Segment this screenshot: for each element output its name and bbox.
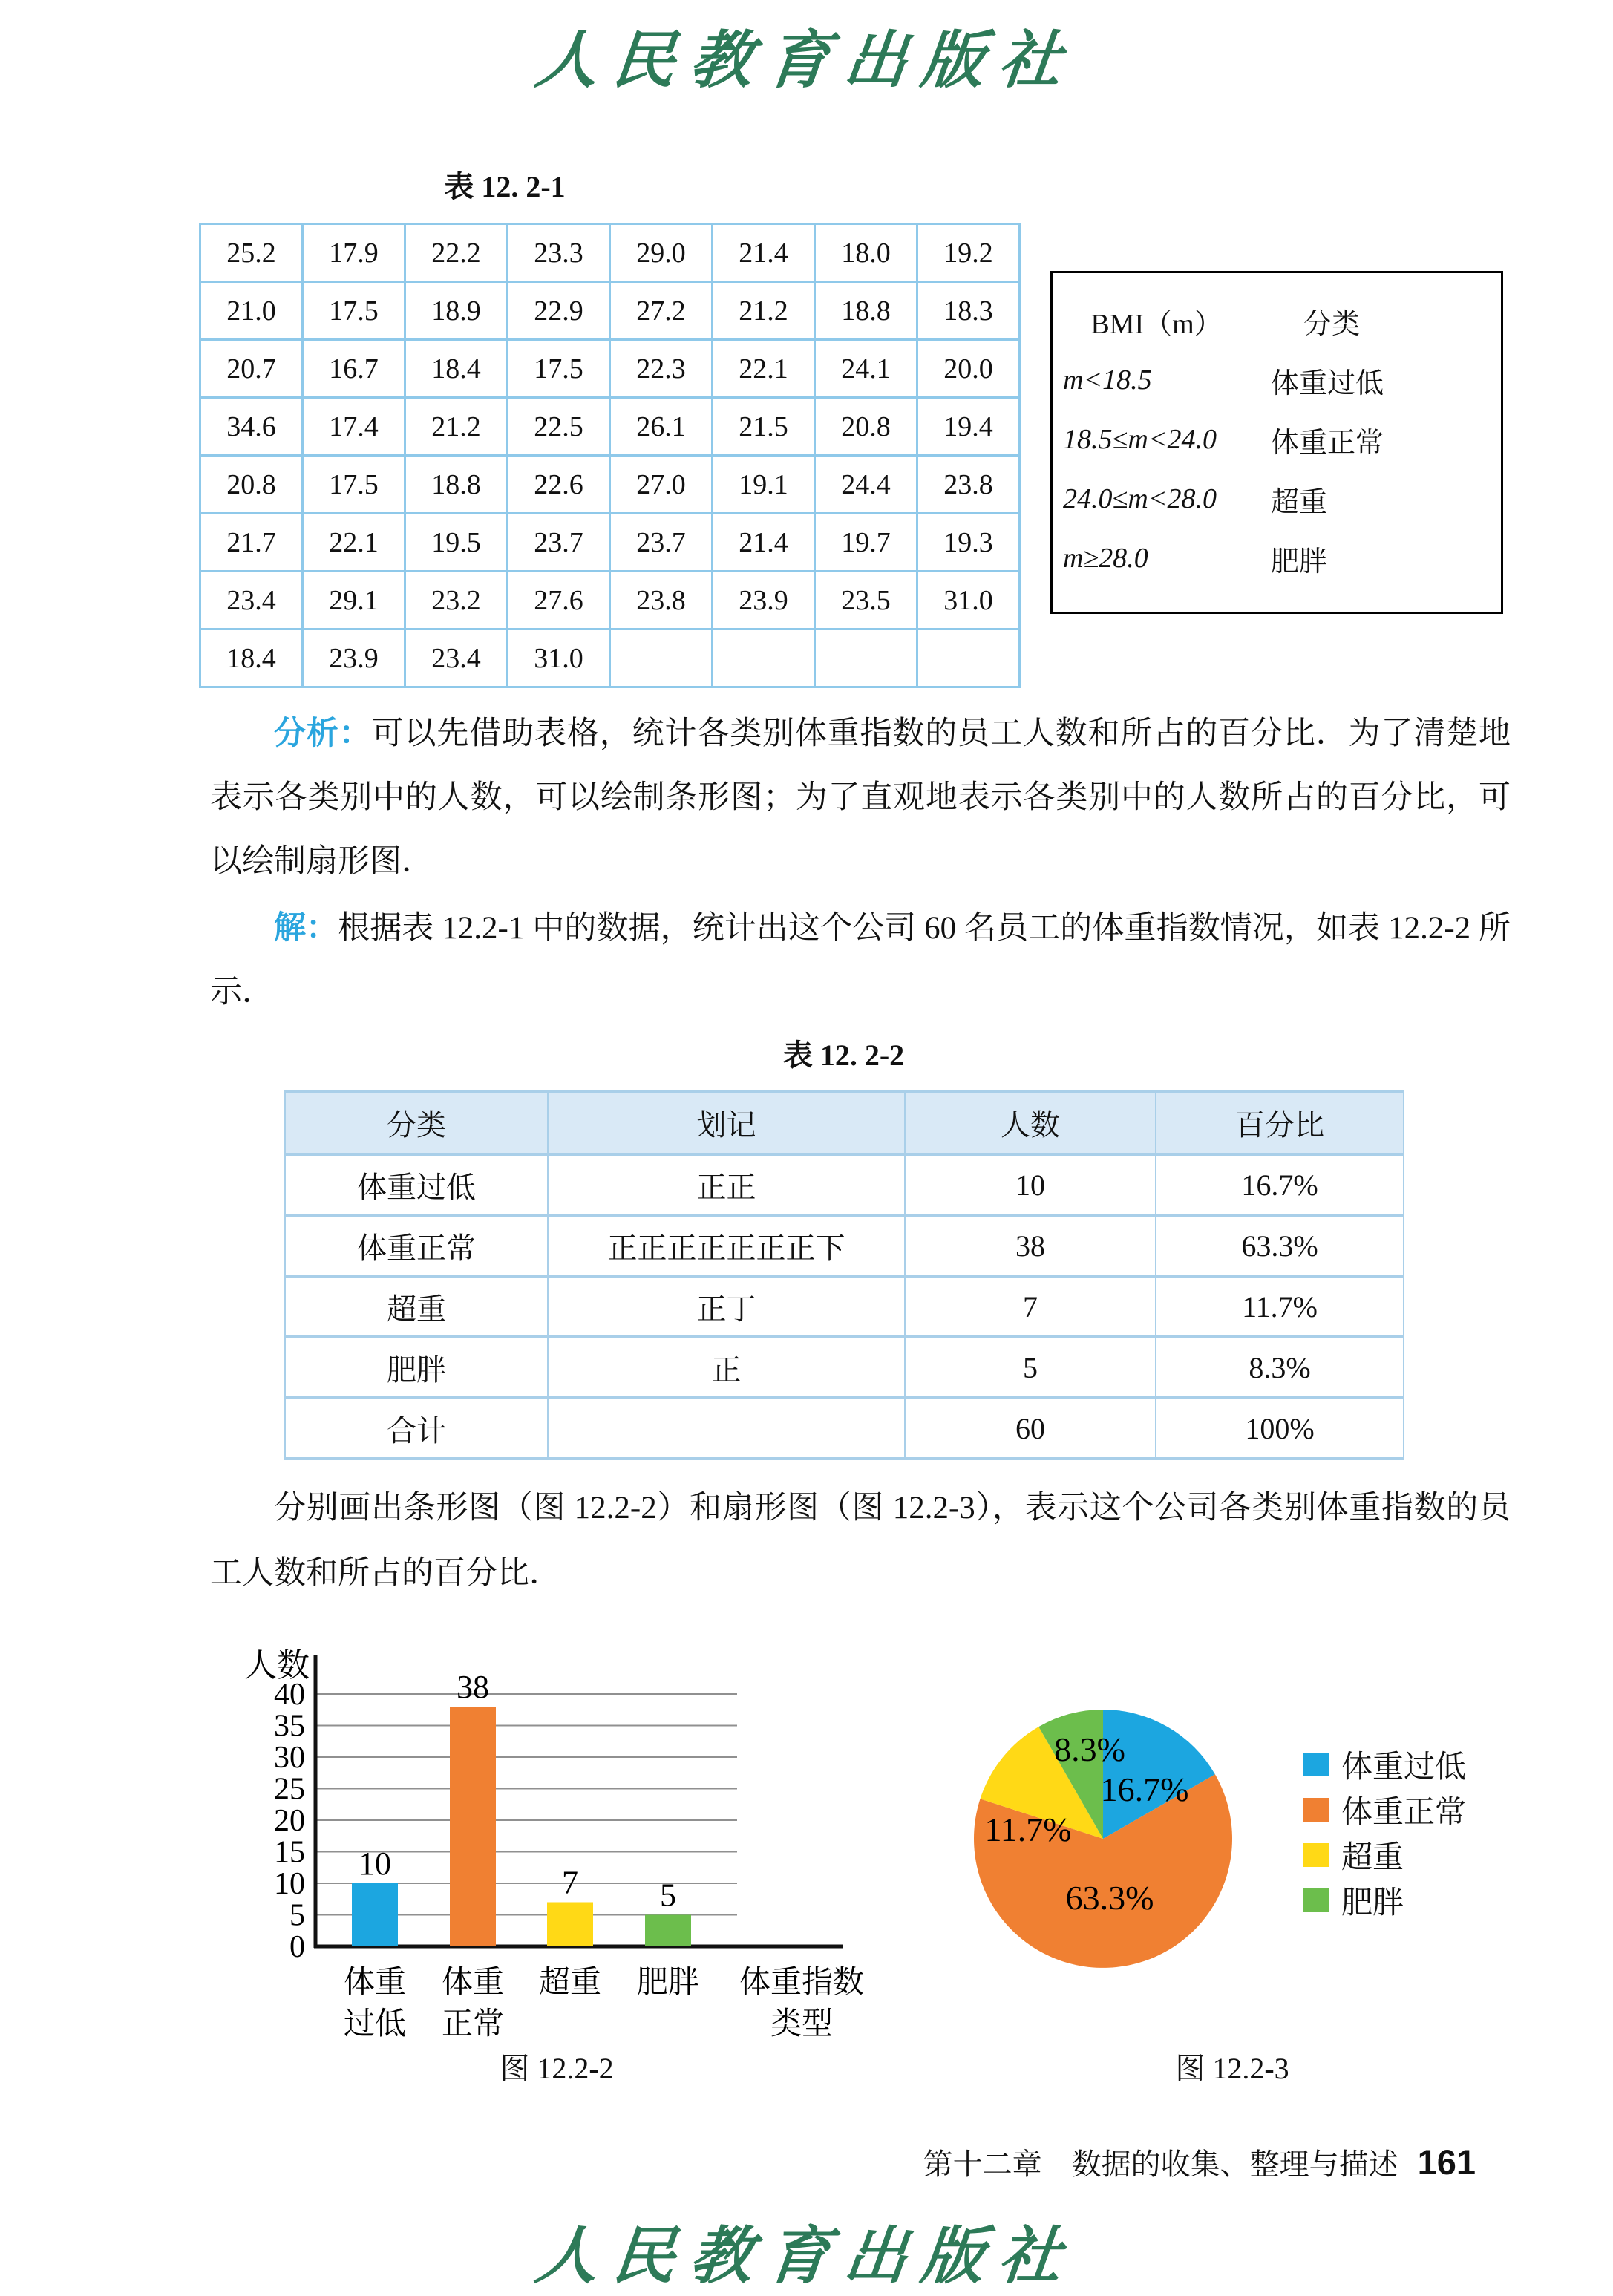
bmi-box-row: [1053, 529, 1501, 588]
bmi-value-cell: 24.1: [815, 340, 917, 398]
tally-table-header-row: [285, 1091, 1404, 1154]
bmi-value-cell: 21.2: [405, 398, 508, 456]
tally-percent-cell: 63.3%: [1156, 1215, 1404, 1276]
tally-count-cell: 5: [905, 1337, 1156, 1398]
tally-category-cell: 体重过低: [285, 1154, 548, 1215]
table-row: [200, 398, 1020, 456]
bmi-value-cell: 31.0: [508, 629, 610, 687]
bmi-value-cell: [713, 629, 815, 687]
table-row: [285, 1154, 1404, 1215]
x-category-label: 过低: [343, 2007, 407, 2041]
bmi-value-cell: 18.9: [405, 282, 508, 340]
bmi-value-cell: 17.9: [303, 224, 405, 282]
bmi-value-cell: 19.3: [917, 514, 1020, 572]
tally-count-cell: 38: [905, 1215, 1156, 1276]
publisher-logo-top: 人民教育出版社: [531, 27, 1080, 96]
bmi-value-cell: 22.3: [610, 340, 713, 398]
y-tick-label: 5: [289, 1898, 305, 1933]
table-row: [200, 514, 1020, 572]
solution-label: 解：: [274, 911, 338, 946]
pie-percent-label: 11.7%: [984, 1811, 1072, 1848]
bmi-value-cell: 20.8: [200, 456, 303, 514]
legend-label: 体重正常: [1341, 1796, 1467, 1830]
table-row: [285, 1337, 1404, 1398]
bmi-value-cell: 23.7: [508, 514, 610, 572]
bar: [645, 1915, 691, 1947]
bmi-value-cell: 29.0: [610, 224, 713, 282]
solution-text: 根据表 12.2-1 中的数据，统计出这个公司 60 名员工的体重指数情况，如表 12.2-2 所示．: [210, 911, 1511, 1010]
bmi-value-cell: 23.9: [713, 572, 815, 629]
bmi-value-cell: 16.7: [303, 340, 405, 398]
tally-category-cell: 肥胖: [285, 1337, 548, 1398]
bmi-value-cell: 31.0: [917, 572, 1020, 629]
table-row: [200, 572, 1020, 629]
x-axis-title: 体重指数: [739, 1966, 865, 2000]
bmi-value-cell: 23.7: [610, 514, 713, 572]
legend-swatch: [1303, 1843, 1329, 1867]
bmi-range: m<18.5: [1063, 364, 1152, 396]
bmi-value-cell: 18.3: [917, 282, 1020, 340]
y-tick-label: 35: [274, 1709, 305, 1744]
bmi-value-cell: 18.4: [200, 629, 303, 687]
bmi-value-cell: 22.1: [303, 514, 405, 572]
tally-table-head: [285, 1091, 1404, 1154]
bar-value-label: 7: [562, 1864, 578, 1901]
bar: [450, 1707, 496, 1946]
tally-header-tally: 划记: [548, 1091, 905, 1154]
table-row: [285, 1276, 1404, 1337]
bmi-value-cell: 34.6: [200, 398, 303, 456]
x-category-label: 体重: [441, 1966, 505, 2000]
table-row: [285, 1215, 1404, 1276]
bmi-value-cell: 23.4: [200, 572, 303, 629]
bmi-range: m≥28.0: [1063, 543, 1148, 574]
legend-item: [1303, 1882, 1466, 1919]
bmi-category: 体重过低: [1271, 367, 1384, 399]
tally-marks-cell: 正正正正正正正下: [548, 1215, 905, 1276]
bmi-value-cell: [610, 629, 713, 687]
tally-category-cell: 体重正常: [285, 1215, 548, 1276]
legend-swatch: [1303, 1798, 1329, 1822]
table-row: [200, 282, 1020, 340]
bmi-data-table: [199, 223, 1021, 688]
bmi-value-cell: 23.9: [303, 629, 405, 687]
tally-header-percent: 百分比: [1156, 1091, 1404, 1154]
x-category-label: 体重: [343, 1966, 407, 2000]
analysis-label: 分析：: [274, 716, 372, 751]
bmi-value-cell: 26.1: [610, 398, 713, 456]
tally-marks-cell: 正正: [548, 1154, 905, 1215]
legend-swatch: [1303, 1888, 1329, 1912]
bmi-value-cell: 18.4: [405, 340, 508, 398]
bmi-value-cell: 27.0: [610, 456, 713, 514]
bmi-value-cell: 17.5: [303, 456, 405, 514]
x-category-label: 肥胖: [636, 1966, 700, 2000]
bmi-value-cell: 22.1: [713, 340, 815, 398]
bmi-value-cell: 27.2: [610, 282, 713, 340]
bmi-box-row: [1053, 410, 1501, 469]
bmi-box-rows: [1053, 350, 1501, 588]
pie-percent-label: 16.7%: [1100, 1770, 1189, 1808]
bar: [352, 1883, 398, 1946]
legend-label: 超重: [1341, 1841, 1404, 1875]
bmi-value-cell: 18.8: [815, 282, 917, 340]
bmi-value-cell: 21.0: [200, 282, 303, 340]
table-row: [200, 340, 1020, 398]
pie-chart-caption: 图 12.2-3: [1175, 2052, 1289, 2085]
bmi-box-header-col1: BMI（m）: [1090, 308, 1223, 340]
publisher-logo-bottom: 人民教育出版社: [531, 2223, 1080, 2292]
table-row: [200, 629, 1020, 687]
bmi-value-cell: 25.2: [200, 224, 303, 282]
bmi-box-row: [1053, 469, 1501, 529]
bmi-box-row: [1053, 350, 1501, 410]
draw-text: 分别画出条形图（图 12.2-2）和扇形图（图 12.2-3），表示这个公司各类别体重指数的员工人数和所占的百分比．: [210, 1491, 1511, 1591]
bmi-value-cell: 20.0: [917, 340, 1020, 398]
bmi-value-cell: 27.6: [508, 572, 610, 629]
tally-count-cell: 60: [905, 1398, 1156, 1459]
bmi-value-cell: 20.7: [200, 340, 303, 398]
tally-marks-cell: 正: [548, 1337, 905, 1398]
y-tick-label: 40: [274, 1678, 305, 1712]
bar-value-label: 10: [359, 1845, 391, 1882]
pie-percent-label: 8.3%: [1054, 1730, 1125, 1768]
tally-category-cell: 超重: [285, 1276, 548, 1337]
bmi-value-cell: 22.9: [508, 282, 610, 340]
y-tick-label: 10: [274, 1867, 305, 1901]
bmi-value-cell: 29.1: [303, 572, 405, 629]
legend-label: 体重过低: [1341, 1750, 1467, 1785]
tally-header-category: 分类: [285, 1091, 548, 1154]
pie-percent-label: 63.3%: [1065, 1879, 1154, 1917]
bmi-data-table-body: [200, 224, 1020, 687]
page-footer: [923, 2141, 1476, 2183]
x-category-label: 超重: [538, 1966, 602, 2000]
bmi-range: 18.5≤m<24.0: [1063, 424, 1217, 455]
y-tick-label: 0: [289, 1930, 305, 1964]
table-row: [200, 456, 1020, 514]
bmi-box-header-col2: 分类: [1303, 308, 1361, 340]
bmi-value-cell: 21.2: [713, 282, 815, 340]
bmi-category: 肥胖: [1271, 546, 1328, 578]
tally-percent-cell: 16.7%: [1156, 1154, 1404, 1215]
bmi-value-cell: 23.4: [405, 629, 508, 687]
bmi-value-cell: 18.0: [815, 224, 917, 282]
tally-percent-cell: 8.3%: [1156, 1337, 1404, 1398]
bar-value-label: 38: [457, 1669, 489, 1705]
tally-percent-cell: 100%: [1156, 1398, 1404, 1459]
bmi-value-cell: 23.2: [405, 572, 508, 629]
bmi-value-cell: 22.2: [405, 224, 508, 282]
bmi-value-cell: 17.5: [303, 282, 405, 340]
tally-count-cell: 10: [905, 1154, 1156, 1215]
bmi-value-cell: 22.6: [508, 456, 610, 514]
tally-table: [284, 1090, 1404, 1460]
x-axis-title: 类型: [770, 2007, 834, 2041]
bmi-value-cell: 19.5: [405, 514, 508, 572]
y-axis-label: 人数: [244, 1647, 310, 1684]
bmi-value-cell: 22.5: [508, 398, 610, 456]
bmi-value-cell: 17.5: [508, 340, 610, 398]
bmi-value-cell: 23.8: [917, 456, 1020, 514]
bmi-value-cell: 21.5: [713, 398, 815, 456]
tally-count-cell: 7: [905, 1276, 1156, 1337]
tally-category-cell: 合计: [285, 1398, 548, 1459]
tally-marks-cell: [548, 1398, 905, 1459]
footer-chapter-text: 第十二章 数据的收集、整理与描述: [923, 2148, 1398, 2181]
analysis-text: 可以先借助表格，统计各类别体重指数的员工人数和所占的百分比．为了清楚地表示各类别中的人数，可以绘制条形图；为了直观地表示各类别中的人数所占的百分比，可以绘制扇形图．: [210, 716, 1511, 879]
table-row: [200, 224, 1020, 282]
bmi-value-cell: [917, 629, 1020, 687]
bar-chart-caption: 图 12.2-2: [500, 2052, 614, 2085]
bmi-range: 24.0≤m<28.0: [1063, 483, 1217, 514]
legend-swatch: [1303, 1753, 1329, 1776]
bmi-value-cell: [815, 629, 917, 687]
bmi-value-cell: 23.8: [610, 572, 713, 629]
y-tick-label: 25: [274, 1772, 305, 1807]
y-tick-label: 20: [274, 1804, 305, 1838]
bar-value-label: 5: [660, 1877, 676, 1914]
tally-marks-cell: 正丁: [548, 1276, 905, 1337]
bmi-category: 体重正常: [1271, 427, 1384, 459]
bmi-value-cell: 21.7: [200, 514, 303, 572]
bmi-value-cell: 19.1: [713, 456, 815, 514]
footer-page-number: 161: [1417, 2142, 1476, 2182]
legend-item: [1303, 1837, 1466, 1874]
draw-paragraph: [210, 1476, 1511, 1606]
bmi-value-cell: 23.3: [508, 224, 610, 282]
legend-item: [1303, 1791, 1466, 1828]
tally-table-body: [285, 1154, 1404, 1459]
bmi-value-cell: 23.5: [815, 572, 917, 629]
bmi-value-cell: 17.4: [303, 398, 405, 456]
legend-item: [1303, 1746, 1466, 1783]
table1-title: 表 12. 2-1: [444, 170, 566, 203]
bmi-value-cell: 19.7: [815, 514, 917, 572]
pie-legend: [1303, 1746, 1466, 1927]
legend-label: 肥胖: [1341, 1886, 1404, 1920]
bmi-value-cell: 18.8: [405, 456, 508, 514]
bmi-value-cell: 19.4: [917, 398, 1020, 456]
x-category-label: 正常: [441, 2007, 505, 2041]
bmi-value-cell: 24.4: [815, 456, 917, 514]
bmi-value-cell: 19.2: [917, 224, 1020, 282]
bmi-box-header: [1053, 291, 1501, 350]
table-row: [285, 1398, 1404, 1459]
bar-chart: [215, 1633, 898, 2086]
bmi-classification-box: [1050, 271, 1503, 614]
solution-paragraph: [210, 897, 1511, 1024]
y-tick-label: 30: [274, 1741, 305, 1775]
y-tick-label: 15: [274, 1835, 305, 1870]
bar: [547, 1903, 593, 1947]
bmi-value-cell: 21.4: [713, 224, 815, 282]
bmi-value-cell: 21.4: [713, 514, 815, 572]
tally-header-count: 人数: [905, 1091, 1156, 1154]
bmi-value-cell: 20.8: [815, 398, 917, 456]
bmi-category: 超重: [1271, 486, 1328, 518]
table2-title: 表 12. 2-2: [782, 1039, 905, 1072]
tally-percent-cell: 11.7%: [1156, 1276, 1404, 1337]
analysis-paragraph: [210, 702, 1511, 894]
